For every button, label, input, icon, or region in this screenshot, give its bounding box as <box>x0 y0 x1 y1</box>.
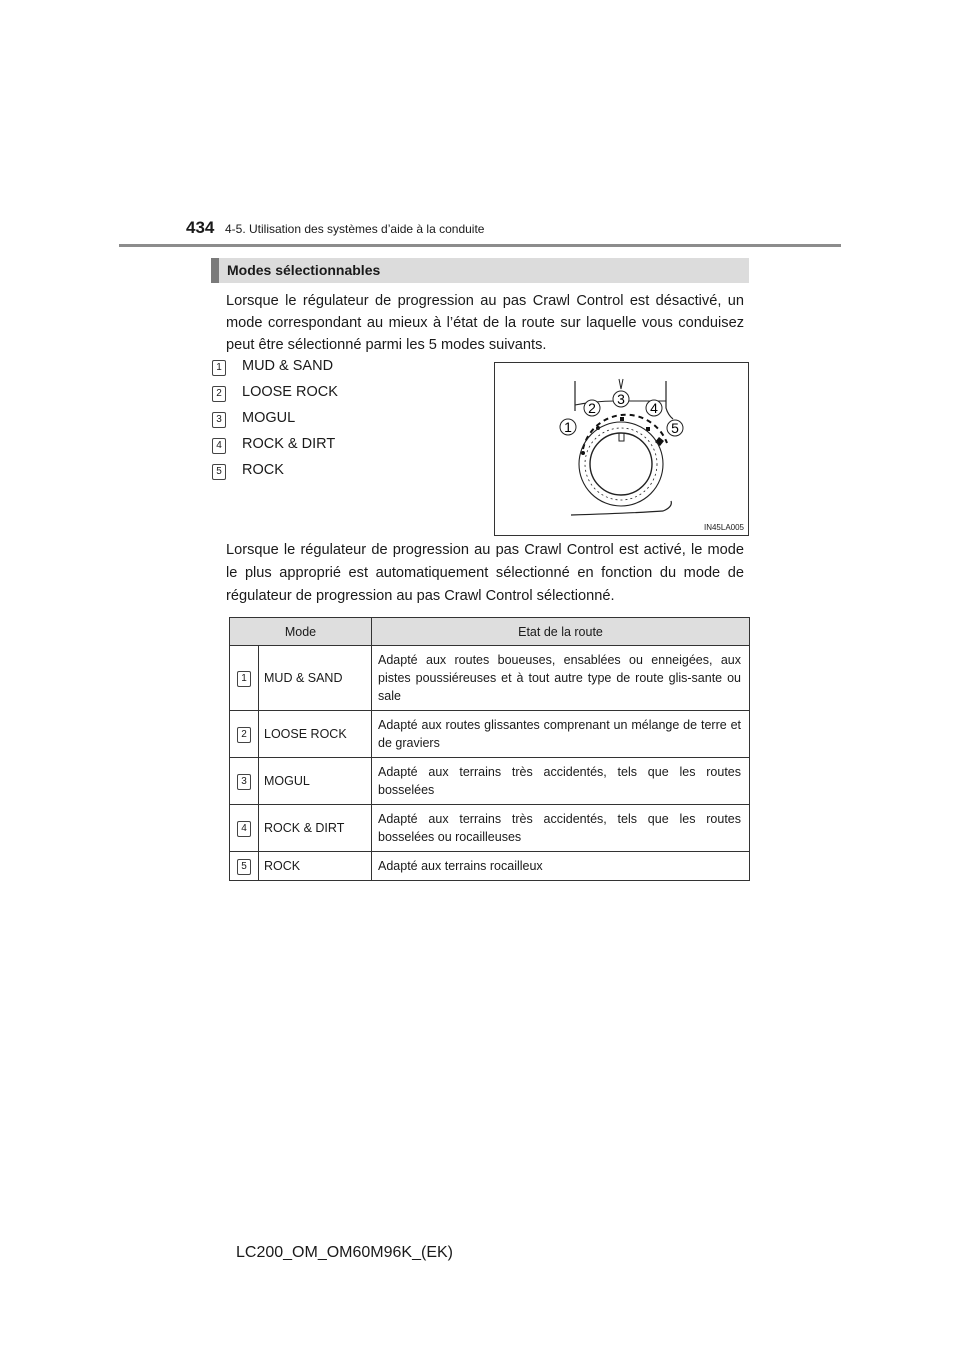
callout-1: 1 <box>564 419 572 435</box>
intro-paragraph: Lorsque le régulateur de progression au pas Crawl Control est désactivé, un mode correspondant au mieux à l’état de la route sur laquelle vous conduisez peut être sélectionné parmi les 5 modes suivants. <box>226 293 744 353</box>
header-divider <box>119 244 841 247</box>
section-title: Modes sélectionnables <box>227 262 381 278</box>
list-item <box>212 408 472 434</box>
column-header-condition: Etat de la route <box>372 618 750 646</box>
description-cell: Adapté aux routes boueuses, ensablées ou enneigées, aux pistes poussiéreuses et à tout autre type de route glis-sante ou sale <box>372 646 750 711</box>
description-cell: Adapté aux terrains très accidentés, tels que les routes bosselées <box>372 758 750 805</box>
mode-cell: MUD & SAND <box>259 646 372 711</box>
callout-3: 3 <box>617 391 625 407</box>
page-number: 434 <box>186 218 215 237</box>
outro-paragraph: Lorsque le régulateur de progression au pas Crawl Control est activé, le mode le plus approprié est automatiquement sélectionné en fonction du mode de régulateur de progression au pas Crawl Control sélectionné. <box>226 542 744 604</box>
mode-label: MUD & SAND <box>242 358 334 374</box>
number-badge: 3 <box>212 412 226 428</box>
list-item <box>212 434 472 460</box>
mode-label: LOOSE ROCK <box>242 384 338 400</box>
mode-cell: LOOSE ROCK <box>259 711 372 758</box>
number-badge: 3 <box>237 774 251 790</box>
figure-code: IN45LA005 <box>703 523 744 532</box>
list-item <box>212 382 472 408</box>
number-badge: 4 <box>237 821 251 837</box>
description-cell: Adapté aux terrains rocailleux <box>372 852 750 881</box>
section-heading <box>211 258 749 283</box>
table-row <box>230 805 750 852</box>
mode-label: MOGUL <box>242 410 296 426</box>
dial-illustration <box>495 363 750 537</box>
number-badge: 4 <box>212 438 226 454</box>
callout-2: 2 <box>588 400 596 416</box>
number-badge: 5 <box>212 464 226 480</box>
table-row <box>230 758 750 805</box>
list-item <box>212 356 472 382</box>
selector-dial-figure <box>494 362 749 536</box>
number-badge: 5 <box>237 859 251 875</box>
running-head: 4-5. Utilisation des systèmes d’aide à la conduite <box>225 222 485 236</box>
mode-cell: MOGUL <box>259 758 372 805</box>
table-row <box>230 852 750 881</box>
modes-table <box>229 617 750 881</box>
callout-4: 4 <box>650 400 658 416</box>
column-header-mode: Mode <box>230 618 372 646</box>
callout-5: 5 <box>671 420 679 436</box>
list-item <box>212 460 472 486</box>
table-header-row <box>230 618 750 646</box>
number-badge: 2 <box>212 386 226 402</box>
mode-label: ROCK <box>242 462 284 478</box>
mode-cell: ROCK <box>259 852 372 881</box>
number-badge: 1 <box>212 360 226 376</box>
description-cell: Adapté aux terrains très accidentés, tels que les routes bosselées ou rocailleuses <box>372 805 750 852</box>
table-row <box>230 646 750 711</box>
mode-cell: ROCK & DIRT <box>259 805 372 852</box>
description-cell: Adapté aux routes glissantes comprenant un mélange de terre et de graviers <box>372 711 750 758</box>
mode-list <box>212 356 472 486</box>
document-code: LC200_OM_OM60M96K_(EK) <box>236 1244 453 1261</box>
number-badge: 2 <box>237 727 251 743</box>
table-row <box>230 711 750 758</box>
mode-label: ROCK & DIRT <box>242 436 336 452</box>
number-badge: 1 <box>237 671 251 687</box>
